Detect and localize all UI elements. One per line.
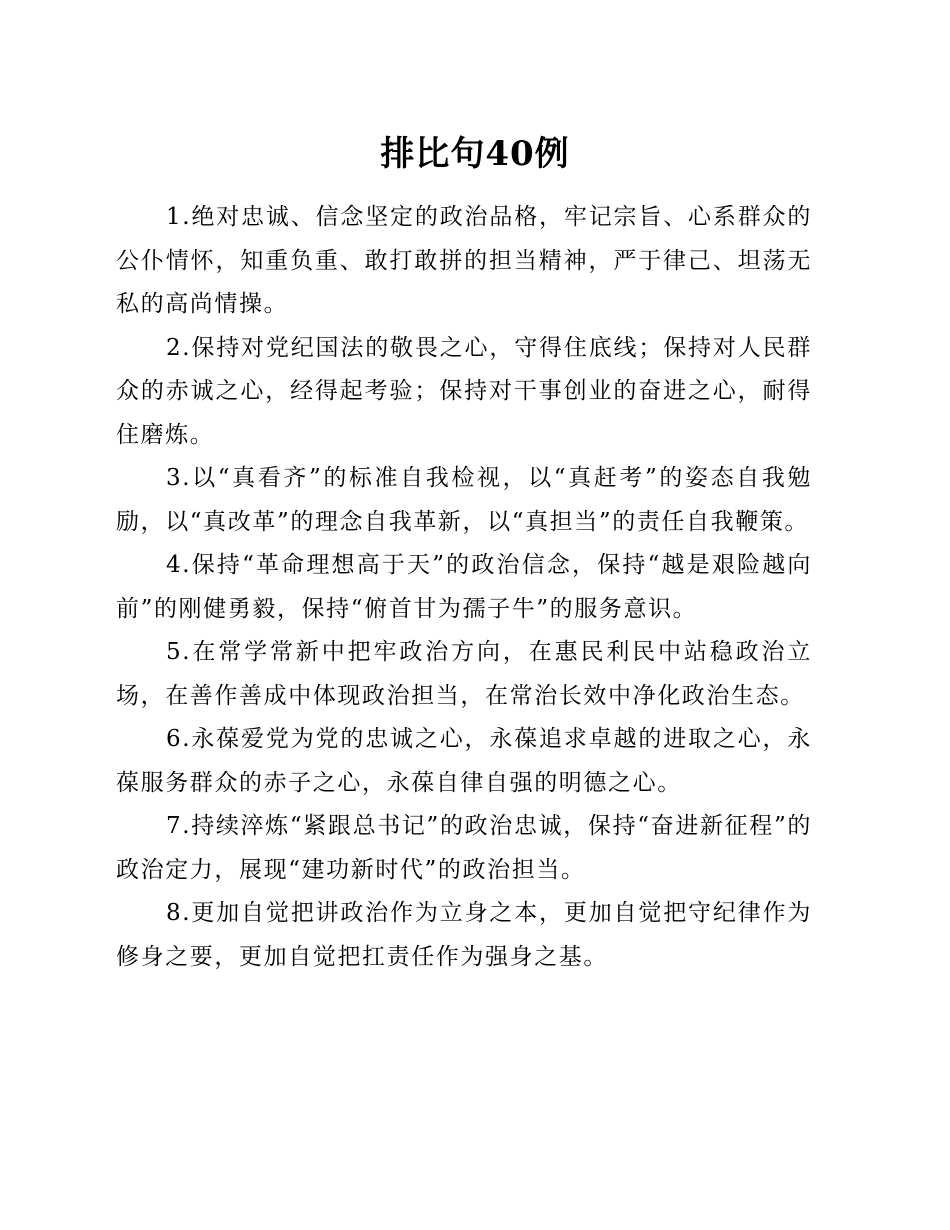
paragraph-7: 7.持续淬炼“紧跟总书记”的政治忠诚，保持“奋进新征程”的政治定力，展现“建功新时代”的政治担当。 [116,813,812,883]
document-title: 排比句40例 [380,134,570,174]
paragraph-5: 5.在常学常新中把牢政治方向，在惠民利民中站稳政治立场，在善作善成中体现政治担当，在常治长效中净化政治生态。 [116,639,812,709]
paragraph-2: 2.保持对党纪国法的敬畏之心，守得住底线；保持对人民群众的赤诚之心，经得起考验；保持对干事创业的奋进之心，耐得住磨炼。 [116,334,812,448]
paragraph-1: 1.绝对忠诚、信念坚定的政治品格，牢记宗旨、心系群众的公仆情怀，知重负重、敢打敢拼的担当精神，严于律己、坦荡无私的高尚情操。 [116,204,812,317]
paragraph-8: 8.更加自觉把讲政治作为立身之本，更加自觉把守纪律作为修身之要，更加自觉把扛责任作为强身之基。 [116,900,812,970]
paragraph-4: 4.保持“革命理想高于天”的政治信念，保持“越是艰险越向前”的刚健勇毅，保持“俯首甘为孺子牛”的服务意识。 [116,552,812,622]
paragraph-3: 3.以“真看齐”的标准自我检视，以“真赶考”的姿态自我勉励，以“真改革”的理念自我革新，以“真担当”的责任自我鞭策。 [116,465,812,535]
document-body [116,196,812,979]
paragraph-6: 6.永葆爱党为党的忠诚之心，永葆追求卓越的进取之心，永葆服务群众的赤子之心，永葆自律自强的明德之心。 [116,726,812,796]
